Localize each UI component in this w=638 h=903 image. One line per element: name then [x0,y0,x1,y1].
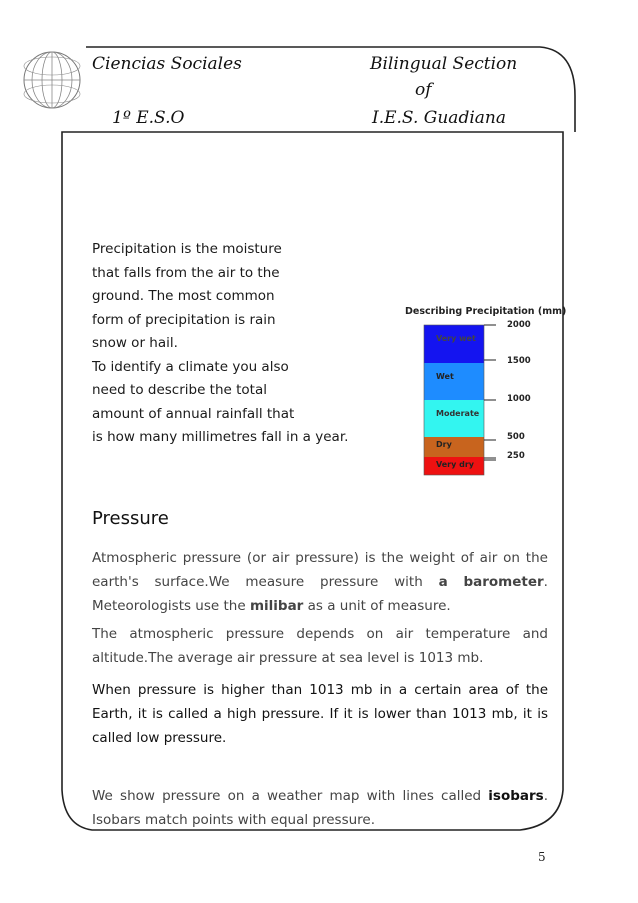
word: the [381,550,404,566]
word: pressure [182,550,242,566]
p1-line-1 [92,546,548,570]
word: earth's [92,574,139,590]
header-of: of [415,80,432,100]
word: pressure) [295,550,359,566]
chart-title: Describing Precipitation (mm) [405,306,567,317]
word: with [394,574,423,590]
word: weight [409,550,455,566]
pressure-paragraph-2: The atmospheric pressure depends on air temperature and altitude.The average air pressure at sea level is 1013 mb. [92,626,548,666]
intro-line: ground. The most common [92,288,275,304]
p4-text: We show pressure on a weather map with lines called [92,788,489,804]
p4-text: . Isobars match points with equal pressure. [92,788,548,828]
p1-text: Meteorologists use the [92,598,250,614]
word: pressure [320,574,379,590]
word: Atmospheric [92,550,177,566]
header-school: I.E.S. Guadiana [372,108,506,128]
chart-band-label: Dry [436,440,452,449]
word: air [479,550,498,566]
p1-text: as a unit of measure. [303,598,451,614]
page-number: 5 [538,850,546,864]
barometer-term: barometer [463,574,544,590]
word: is [364,550,376,566]
intro-line: form of precipitation is rain [92,311,276,328]
chart-band-label: Moderate [436,409,480,418]
chart-band-label: Very dry [436,460,475,469]
chart-tick-label: 1000 [507,394,531,404]
globe-icon [24,52,80,108]
barometer-word [463,570,548,594]
word: surface.We [154,574,230,590]
period: . [543,574,548,590]
intro-line: amount of annual rainfall that [92,405,295,422]
word: on [503,550,520,566]
chart-band-label: Very wet [436,334,476,343]
intro-line: To identify a climate you also [92,358,289,375]
intro-line: snow or hail. [92,335,178,351]
intro-line: is how many millimetres fall in a year. [92,429,349,445]
intro-line: that falls from the air to the [92,264,280,281]
intro-paragraph [92,238,348,450]
word: (or [246,550,266,566]
chart-band [424,400,484,437]
isobars-term: isobars [488,788,544,804]
word: a [438,574,448,590]
p1-line-2 [92,570,548,594]
chart-tick-label: 1500 [507,356,531,366]
word: air [271,550,290,566]
chart-band [424,363,484,400]
pressure-paragraph-4 [92,784,548,832]
chart-tick-label: 500 [507,432,525,442]
precipitation-chart [400,298,570,478]
p1-line-3 [92,594,548,618]
word: measure [245,574,305,590]
milibar-term: milibar [249,598,304,614]
section-heading-pressure: Pressure [92,508,169,529]
word: the [525,550,548,566]
word: of [460,550,474,566]
header-course: 1º E.S.O [112,108,185,128]
chart-tick-label: 250 [507,451,525,461]
pressure-paragraph-3: When pressure is higher than 1013 mb in a certain area of the Earth, it is called a high pressure. If it is lower than 1013 mb, it is called low pressure. [92,682,548,746]
pressure-paragraph-1 [92,546,548,618]
chart-band [424,325,484,363]
header-section: Bilingual Section [370,54,518,74]
chart-band [424,437,484,457]
intro-line: Precipitation is the moisture [92,241,282,257]
header-subject: Ciencias Sociales [92,54,242,74]
intro-line: need to describe the total [92,382,267,398]
chart-band-label: Wet [436,372,454,381]
chart-tick-label: 2000 [507,320,531,330]
